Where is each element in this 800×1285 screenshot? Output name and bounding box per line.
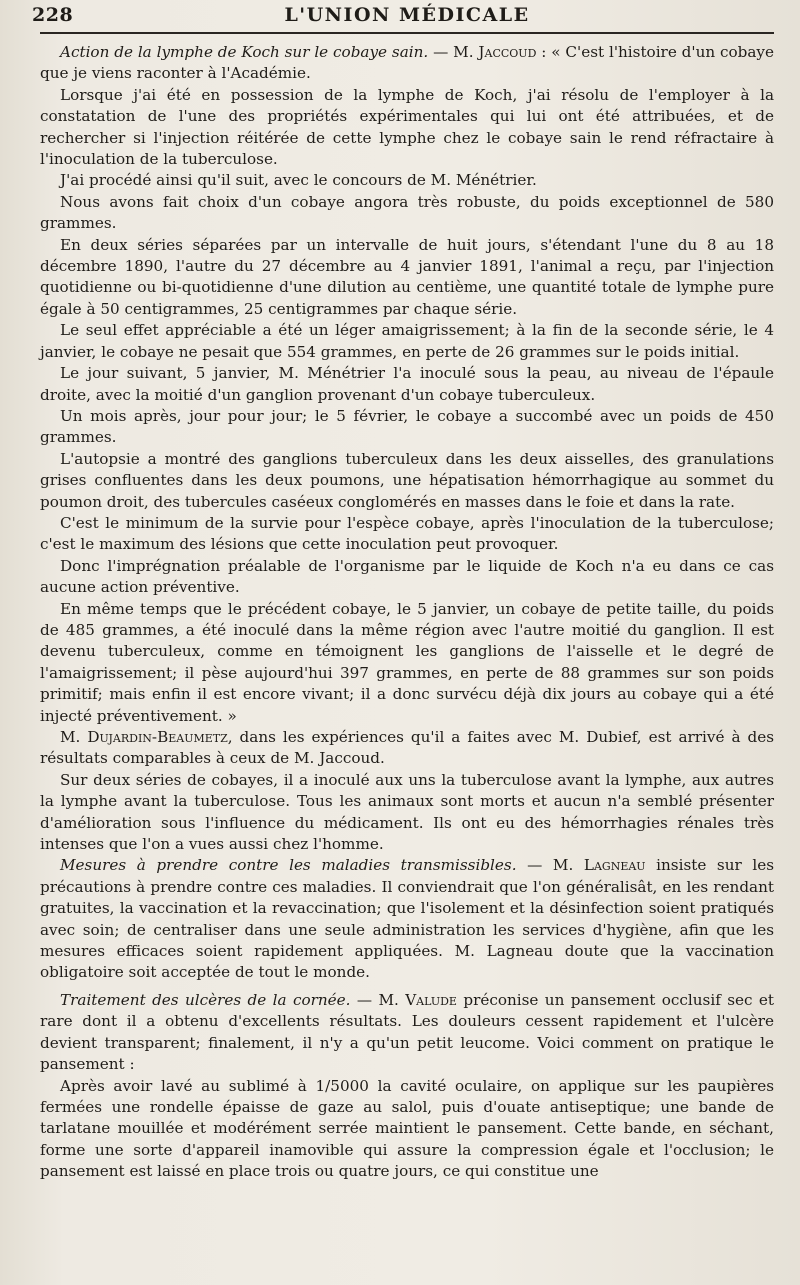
paragraph: Un mois après, jour pour jour; le 5 février, le cobaye a succombé avec un poids de 450 grammes.	[40, 406, 774, 447]
paragraph: Le jour suivant, 5 janvier, M. Ménétrier l'a inoculé sous la peau, au niveau de l'épaule droite, avec la moitié d'un ganglion provenant d'un cobaye tuberculeux.	[40, 364, 774, 404]
speaker-dujardin-beaumetz: M. Dujardin-Beaumetz	[60, 728, 228, 746]
section-dujardin-intro	[40, 727, 774, 770]
paragraph: Après avoir lavé au sublimé à 1/5000 la cavité oculaire, on applique sur les paupières fermées une rondelle épaisse de gaze au salol, puis d'ouate antiseptique; une bande de tarlatane mouillée et modérément serrée maintient le pansement. Cette bande, en séchant, forme une sorte d'appareil inamovible qui assure la compression égale et l'occlusion; le pansement est laissé en place trois ou quatre jours, ce qui constitue une	[40, 1076, 774, 1181]
speaker-text-valude: préconise un pansement occlusif sec et rare dont il a obtenu d'excellents résultats. Les douleurs cessent rapidement et l'ulcère devient transparent; finalement, il n'y a qu'un petit leucome. Voici comment on pratique le pansement :	[40, 990, 774, 1074]
paragraph: Sur deux séries de cobayes, il a inoculé aux uns la tuberculose avant la lymphe, aux autres la lymphe avant la tuberculose. Tous les animaux sont morts et aucun n'a semblé présenter d'amélioration sous l'influence du médicament. Ils ont eu des hémorrhagies rénales très intenses que l'on a vues aussi chez l'homme.	[40, 770, 774, 854]
section-dash: —	[350, 990, 379, 1009]
section-valude	[40, 990, 774, 1076]
section-jaccoud-intro	[40, 42, 774, 85]
paragraph: J'ai procédé ainsi qu'il suit, avec le concours de M. Ménétrier.	[60, 171, 537, 190]
section-dash: —	[516, 856, 553, 875]
paragraph: Nous avons fait choix d'un cobaye angora très robuste, du poids exceptionnel de 580 grammes.	[40, 192, 774, 233]
section-title-cornea-ulcers: Traitement des ulcères de la cornée.	[60, 990, 351, 1009]
paragraph: Donc l'imprégnation préalable de l'organisme par le liquide de Koch n'a eu dans ce cas aucune action préventive.	[40, 556, 774, 597]
section-lagneau	[40, 855, 774, 983]
speaker-lagneau: M. Lagneau	[552, 856, 646, 875]
paragraph: En deux séries séparées par un intervalle de huit jours, s'étendant l'une du 8 au 18 décembre 1890, l'autre du 27 décembre au 4 janvier 1891, l'animal a reçu, par l'injection quotidienne ou bi-quotidienne d'une dilution au centième, une quantité totale de lymphe pure égale à 50 centigrammes, 25 centigrammes par chaque série.	[40, 235, 774, 318]
section-dash: —	[428, 43, 454, 61]
speaker-text-dujardin: , dans les expériences qu'il a faites avec M. Dubief, est arrivé à des résultats comparables à ceux de M. Jaccoud.	[40, 728, 775, 768]
paragraph: Lorsque j'ai été en possession de la lymphe de Koch, j'ai résolu de l'employer à la constatation de l'une des propriétés expérimentales qui lui ont été attribuées, et de rechercher si l'injection réitérée de cette lymphe chez le cobaye sain le rend réfractaire à l'inoculation de la tuberculose.	[40, 85, 774, 169]
speaker-jaccoud: M. Jaccoud	[453, 43, 537, 61]
section-title-koch-lymph: Action de la lymphe de Koch sur le cobaye sain.	[60, 43, 429, 61]
speaker-valude: M. Valude	[378, 990, 457, 1009]
paragraph: Le seul effet appréciable a été un léger amaigrissement; à la fin de la seconde série, le 4 janvier, le cobaye ne pesait que 554 grammes, en perte de 26 grammes sur le poids initial.	[40, 321, 774, 361]
article-body	[40, 42, 774, 1183]
paragraph: En même temps que le précédent cobaye, le 5 janvier, un cobaye de petite taille, du poids de 485 grammes, a été inoculé dans la même région avec l'autre moitié du ganglion. Il est devenu tuberculeux, comme en témoignent les ganglions de l'aisselle et le degré de l'amaigrissement; il pèse aujourd'hui 397 grammes, en perte de 88 grammes sur son poids primitif; mais enfin il est encore vivant; il a donc survécu déjà dix jours au cobaye qui a été injecté préventivement. »	[40, 599, 774, 725]
paragraph: C'est le minimum de la survie pour l'espèce cobaye, après l'inoculation de la tuberculose; c'est le maximum des lésions que cette inoculation peut provoquer.	[40, 513, 774, 554]
page-number: 228	[32, 4, 74, 26]
section-title-transmissible-diseases: Mesures à prendre contre les maladies transmissibles.	[60, 856, 517, 875]
journal-title: L'UNION MÉDICALE	[284, 4, 530, 26]
running-head	[32, 4, 774, 34]
paragraph: L'autopsie a montré des ganglions tuberculeux dans les deux aisselles, des granulations grises confluentes dans les deux poumons, une hépatisation hémorrhagique au sommet du poumon droit, des tubercules caséeux conglomérés en masses dans le foie et dans la rate.	[40, 449, 774, 511]
speaker-text-jaccoud: : « C'est l'histoire d'un cobaye que je viens raconter à l'Académie.	[40, 43, 774, 83]
speaker-text-lagneau: insiste sur les précautions à prendre contre ces maladies. Il conviendrait que l'on généralisât, en les rendant gratuites, la vaccination et la revaccination; que l'isolement et la désinfection soient pratiqués avec soin; de centraliser dans une seule administration les services d'hygiène, afin que les mesures efficaces soient rapidement appliquées. M. Lagneau doute que la vaccination obligatoire soit acceptée de tout le monde.	[40, 856, 774, 982]
